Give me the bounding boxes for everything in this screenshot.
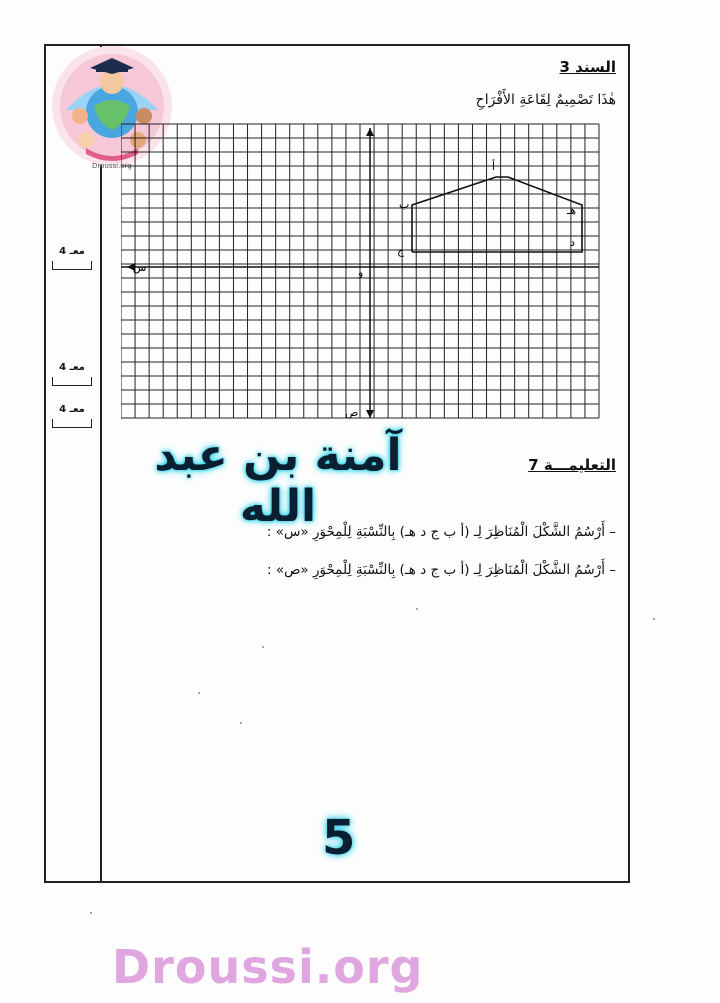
score-box-1 <box>52 246 92 270</box>
scan-speck <box>90 912 92 914</box>
sanad-title: السند 3 <box>559 58 616 76</box>
label-a: أ <box>492 160 496 173</box>
score-label: معـ 4 <box>59 362 85 373</box>
y-axis-arrow-bottom <box>366 410 374 418</box>
site-watermark: Droussi.org <box>112 940 424 994</box>
label-b: ب <box>399 198 410 211</box>
author-name-stamp: آمنة بن عبد الله <box>154 430 402 532</box>
label-e: هـ <box>567 204 577 217</box>
instruction-title: التعليمـــة 7 <box>528 456 616 474</box>
score-bracket <box>52 377 92 386</box>
scan-speck <box>262 646 264 648</box>
task-1: – أَرْسُمُ الشَّكْلَ الْمُنَاظِرَ لِـ (أ ب ج د هـ) بِالنِّسْبَةِ لِلْمِحْوَرِ «س» : <box>266 524 616 540</box>
scan-speck <box>416 608 418 610</box>
score-bracket <box>52 419 92 428</box>
scan-speck <box>653 618 655 620</box>
score-label: معـ 4 <box>59 404 85 415</box>
logo-caption: Droussi.org <box>92 162 132 170</box>
coordinate-grid <box>121 122 601 422</box>
x-axis-label: س <box>133 261 147 274</box>
page-number: 5 <box>322 810 356 866</box>
scan-speck <box>198 692 200 694</box>
scan-speck <box>240 722 242 724</box>
sanad-subtitle: هٰذَا تَصْمِيمٌ لِقَاعَةِ الأَفْرَاحِ <box>475 92 616 108</box>
score-bracket <box>52 261 92 270</box>
score-label: معـ 4 <box>59 246 85 257</box>
y-axis-arrow <box>366 128 374 136</box>
label-d: د <box>570 236 575 249</box>
y-axis-label: ص <box>345 406 359 419</box>
label-o: و <box>358 266 364 279</box>
score-box-3 <box>52 404 92 428</box>
score-box-2 <box>52 362 92 386</box>
task-2: – أَرْسُمُ الشَّكْلَ الْمُنَاظِرَ لِـ (أ ب ج د هـ) بِالنِّسْبَةِ لِلْمِحْوَرِ «ص» : <box>267 562 616 578</box>
label-c: ج <box>397 244 405 257</box>
